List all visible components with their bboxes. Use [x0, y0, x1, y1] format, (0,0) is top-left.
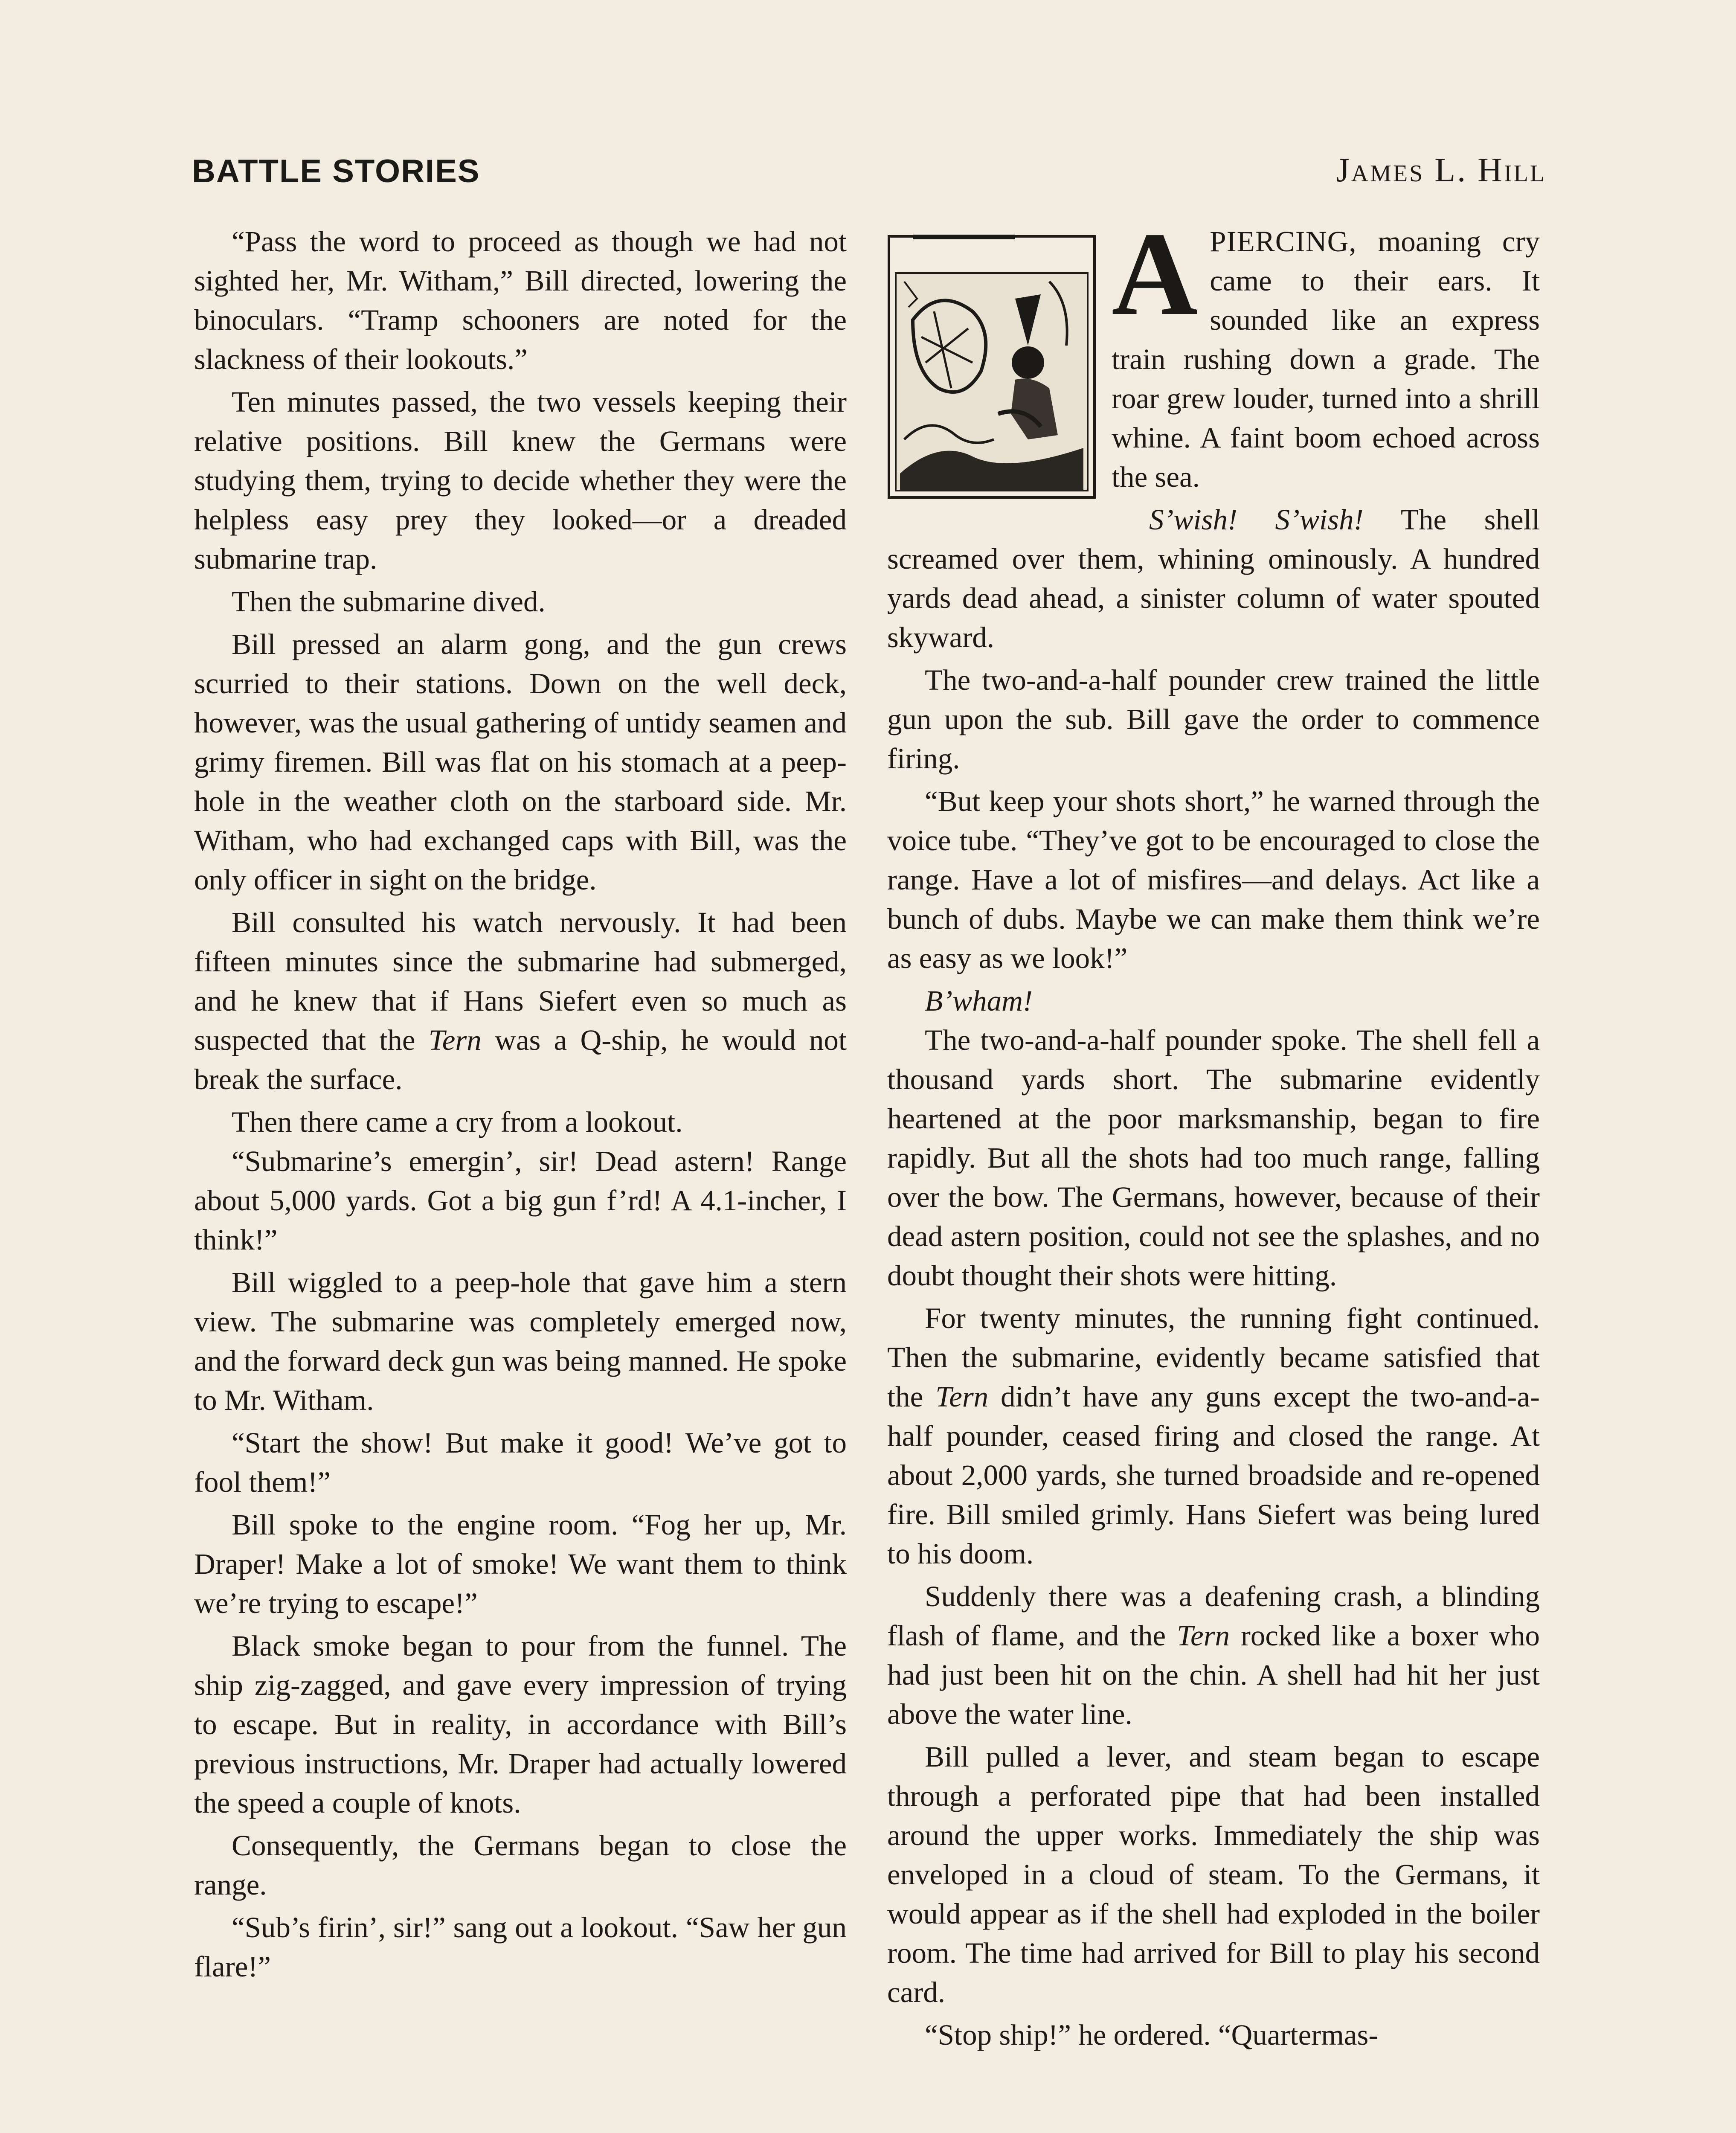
paragraph: Then the submarine dived.: [232, 585, 546, 618]
paragraph: [194, 903, 847, 1099]
paragraph: Ten minutes passed, the two vessels keeping their relative positions. Bill knew the Germans were studying them, trying to decide whether they were the helpless easy prey they looked—or a dreaded submarine trap.: [194, 386, 847, 575]
paragraph: The two-and-a-half pounder spoke. The shell fell a thousand yards short. The submarine evidently heartened at the poor marksmanship, began to fire rapidly. But all the shots had too much range, falling over the bow. The Germans, however, because of their dead astern position, could not see the splashes, and no doubt thought their shots were hitting.: [887, 1024, 1540, 1292]
paragraph-text: was a Q-ship, he would not break the surface.: [194, 1024, 847, 1096]
paragraph: “Start the show! But make it good! We’ve got to fool them!”: [194, 1427, 847, 1498]
left-column: [194, 222, 847, 2133]
paragraph: Bill spoke to the engine room. “Fog her up, Mr. Draper! Make a lot of smoke! We want them to think we’re trying to escape!”: [194, 1508, 847, 1619]
opening-first-word: PIERCING,: [1210, 225, 1357, 258]
ship-name: Tern: [428, 1024, 482, 1056]
right-column: [887, 222, 1540, 2133]
paragraph: Then there came a cry from a lookout.: [232, 1106, 683, 1138]
paragraph: [887, 1299, 1540, 1573]
paragraph: “But keep your shots short,” he warned through the voice tube. “They’ve got to be encouraged to close the range. Have a lot of misfires—and delays. Act like a bunch of dubs. Maybe we can make them think we’re as easy as we look!”: [887, 785, 1540, 974]
sound-effect: B’wham!: [925, 985, 1033, 1017]
paragraph: Consequently, the Germans began to close the range.: [194, 1829, 847, 1901]
paragraph-text: rocked like a boxer who had just been hit on the chin. A shell had hit her just above the water line.: [887, 1619, 1540, 1730]
paragraph: [887, 500, 1540, 657]
magazine-title: BATTLE STORIES: [192, 153, 480, 189]
drop-cap: A: [1112, 222, 1198, 340]
ship-name: Tern: [935, 1380, 989, 1413]
ship-name: Tern: [1177, 1619, 1230, 1652]
paragraph: “Pass the word to proceed as though we had not sighted her, Mr. Witham,” Bill directed, lowering the binoculars. “Tramp schooners are noted for the slackness of their lookouts.”: [194, 225, 847, 375]
paragraph: Bill pulled a lever, and steam began to escape through a perforated pipe that had been installed around the upper works. Immediately the ship was enveloped in a cloud of steam. To the Germans, it would appear as if the shell had exploded in the boiler room. The time had arrived for Bill to play his second card.: [887, 1741, 1540, 2008]
paragraph-text: The shell screamed over them, whining ominously. A hundred yards dead ahead, a sinister column of water spouted skyward.: [887, 503, 1540, 654]
paragraph: Bill wiggled to a peep-hole that gave him a stern view. The submarine was completely emerged now, and the forward deck gun was being manned. He spoke to Mr. Witham.: [194, 1266, 847, 1416]
paragraph: [887, 981, 1540, 1020]
author-name: James L. Hill: [1336, 151, 1546, 189]
sailor-at-gun-illustration: [887, 235, 1096, 499]
paragraph: Bill pressed an alarm gong, and the gun crews scurried to their stations. Down on the well deck, however, was the usual gathering of untidy seamen and grimy firemen. Bill was flat on his stomach at a peep-hole in the weather cloth on the starboard side. Mr. Witham, who had exchanged caps with Bill, was the only officer in sight on the bridge.: [194, 628, 847, 896]
paragraph: Black smoke began to pour from the funnel. The ship zig-zagged, and gave every impression of trying to escape. But in reality, in accordance with Bill’s previous instructions, Mr. Draper had actually lowered the speed a couple of knots.: [194, 1630, 847, 1819]
sound-effect: S’wish! S’wish!: [1149, 503, 1364, 536]
paragraph: The two-and-a-half pounder crew trained the little gun upon the sub. Bill gave the order to commence firing.: [887, 664, 1540, 775]
paragraph-text: Bill consulted his watch nervously. It had been fifteen minutes since the submarine had submerged, and he knew that if Hans Siefert even so much as suspected that the: [194, 906, 847, 1056]
opening-text: moaning cry came to their ears. It sounded like an express train rushing down a grade. The roar grew louder, turned into a shrill whine. A faint boom echoed across the sea.: [1112, 225, 1540, 493]
paragraph: “Stop ship!” he ordered. “Quartermas-: [925, 2019, 1379, 2051]
paragraph-text: For twenty minutes, the running fight continued. Then the submarine, evidently became satisfied that the: [887, 1302, 1540, 1413]
paragraph: [887, 1577, 1540, 1734]
paragraph: “Sub’s firin’, sir!” sang out a lookout. “Saw her gun flare!”: [194, 1911, 847, 1983]
paragraph-text: didn’t have any guns except the two-and-a-half pounder, ceased firing and closed the range. At about 2,000 yards, she turned broadside and re-opened fire. Bill smiled grimly. Hans Siefert was being lured to his doom.: [887, 1380, 1540, 1570]
paragraph: “Submarine’s emergin’, sir! Dead astern! Range about 5,000 yards. Got a big gun f’rd! A 4.1-incher, I think!”: [194, 1145, 847, 1256]
running-header: [192, 143, 1546, 190]
paragraph-text: Suddenly there was a deafening crash, a blinding flash of flame, and the: [887, 1580, 1540, 1652]
story-illustration: [887, 235, 1096, 499]
